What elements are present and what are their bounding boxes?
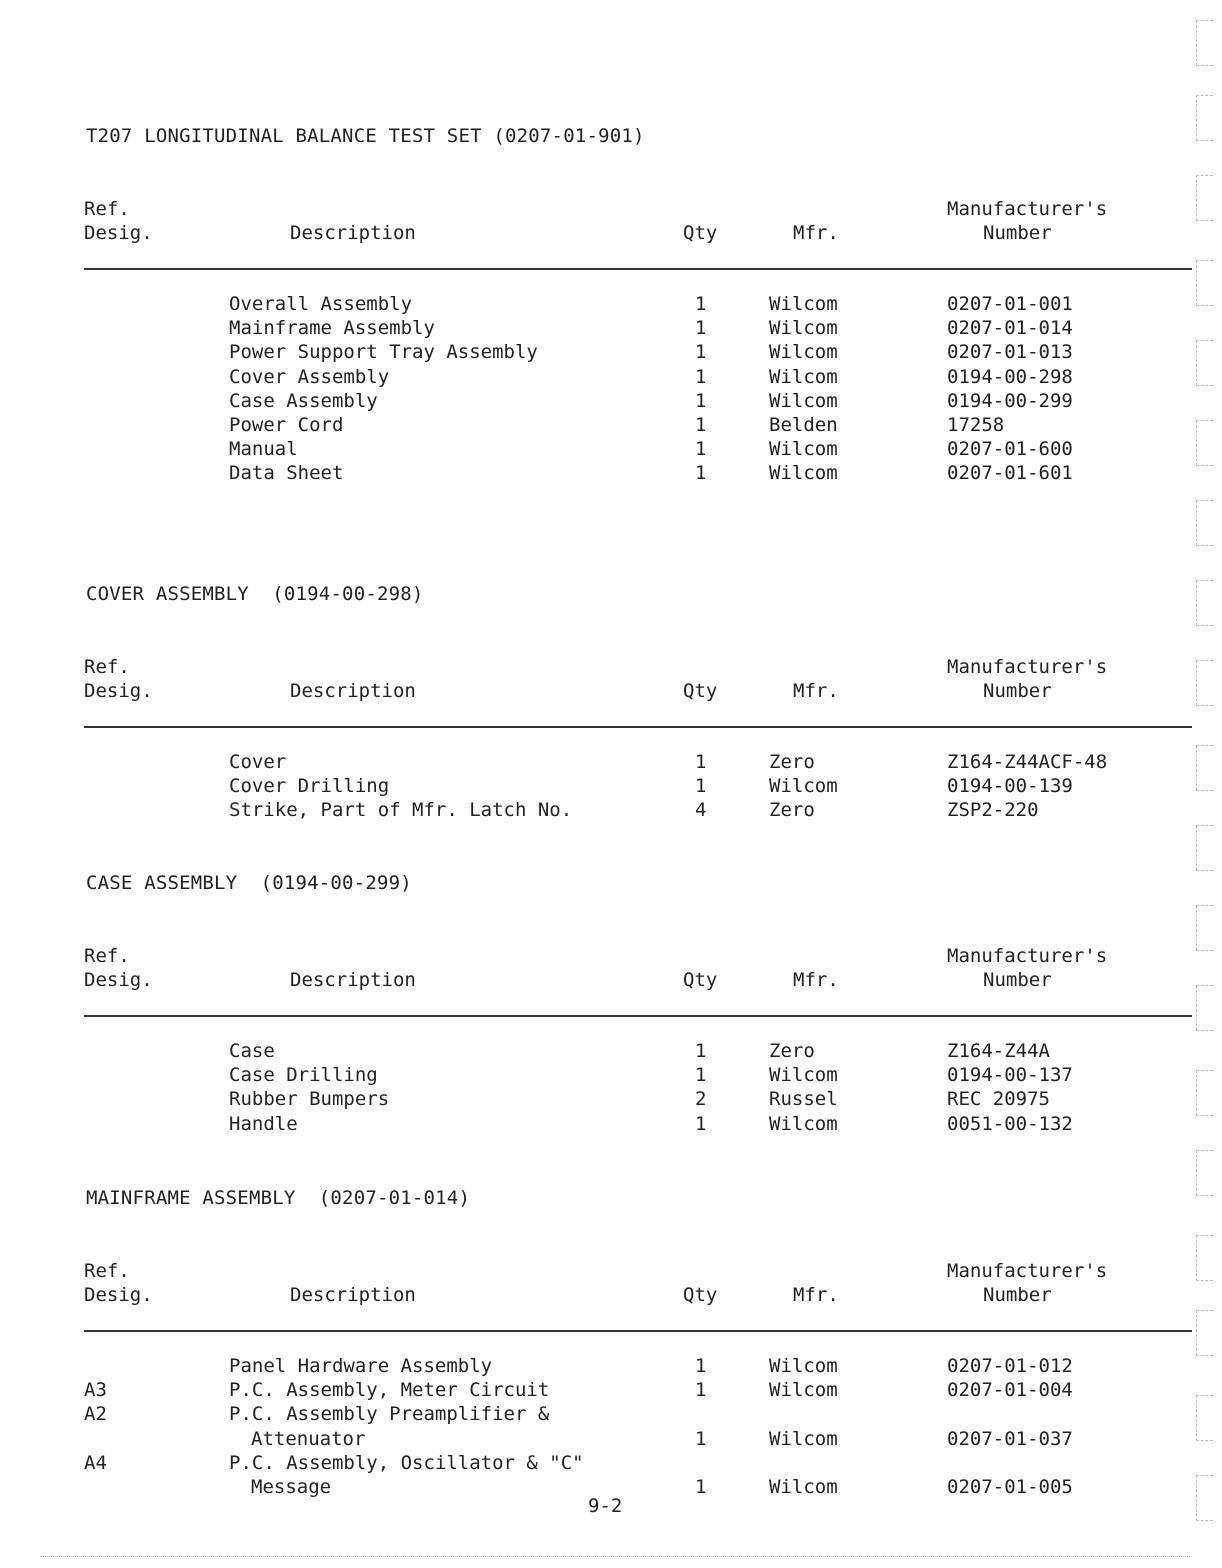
part-qty: 2 <box>695 1088 707 1111</box>
binder-hole-mark <box>1196 420 1213 466</box>
binder-hole-mark <box>1196 580 1213 626</box>
part-description: Case Drilling <box>229 1064 378 1087</box>
part-number: 0207-01-037 <box>947 1427 1073 1450</box>
binder-hole-mark <box>1196 745 1213 791</box>
header-ref-desig: Desig. <box>84 1284 153 1306</box>
binder-hole-mark <box>1196 95 1213 141</box>
header-mfr: Mfr. <box>793 680 839 702</box>
binder-hole-mark <box>1196 905 1213 951</box>
header-manufacturer-number: Number <box>983 222 1052 244</box>
part-number: 0051-00-132 <box>947 1112 1073 1135</box>
part-qty: 1 <box>695 365 707 388</box>
header-manufacturer-number: Number <box>983 1284 1052 1306</box>
scan-edge-mark <box>40 1556 1190 1557</box>
ref-designator: A3 <box>84 1379 107 1402</box>
part-description: Manual <box>229 438 298 461</box>
header-manufacturer-number: Manufacturer's <box>947 1260 1108 1282</box>
header-manufacturer-number: Number <box>983 969 1052 991</box>
part-qty: 1 <box>695 775 707 798</box>
part-number: 0207-01-600 <box>947 438 1073 461</box>
binder-hole-mark <box>1196 1235 1213 1281</box>
part-manufacturer: Zero <box>769 1040 815 1062</box>
part-qty: 1 <box>695 414 707 436</box>
header-mfr: Mfr. <box>793 222 839 244</box>
part-qty: 1 <box>695 341 707 364</box>
part-number: 0207-01-601 <box>947 462 1073 485</box>
section-title: CASE ASSEMBLY (0194-00-299) <box>86 872 412 894</box>
header-description: Description <box>290 680 416 702</box>
part-description: Case <box>229 1040 275 1062</box>
header-description: Description <box>290 1284 416 1306</box>
part-number: Z164-Z44A <box>947 1040 1050 1062</box>
part-number: 0207-01-013 <box>947 341 1073 364</box>
part-number: REC 20975 <box>947 1088 1050 1111</box>
part-manufacturer: Wilcom <box>769 365 838 388</box>
header-mfr: Mfr. <box>793 969 839 991</box>
part-manufacturer: Wilcom <box>769 1427 838 1450</box>
part-number: 0194-00-139 <box>947 775 1073 798</box>
header-manufacturer-number: Manufacturer's <box>947 656 1108 678</box>
header-ref-desig: Desig. <box>84 680 153 702</box>
part-qty: 1 <box>695 1476 707 1498</box>
binder-hole-mark <box>1196 825 1213 871</box>
header-ref-desig: Ref. <box>84 945 130 967</box>
part-number: 0207-01-001 <box>947 293 1073 315</box>
binder-hole-mark <box>1196 340 1213 386</box>
part-manufacturer: Wilcom <box>769 462 838 485</box>
part-qty: 1 <box>695 1355 707 1377</box>
part-qty: 1 <box>695 389 707 412</box>
part-manufacturer: Wilcom <box>769 341 838 364</box>
header-rule <box>84 1015 1192 1017</box>
part-number: 0194-00-137 <box>947 1064 1073 1087</box>
part-description: P.C. Assembly, Oscillator & "C" <box>229 1451 584 1474</box>
header-description: Description <box>290 222 416 244</box>
binder-hole-mark <box>1196 1395 1213 1441</box>
header-description: Description <box>290 969 416 991</box>
part-qty: 1 <box>695 293 707 315</box>
part-description: Cover Drilling <box>229 775 390 798</box>
header-ref-desig: Desig. <box>84 969 153 991</box>
part-number: 0207-01-012 <box>947 1355 1073 1377</box>
part-qty: 1 <box>695 751 707 773</box>
header-mfr: Mfr. <box>793 1284 839 1306</box>
part-qty: 1 <box>695 438 707 461</box>
part-number: ZSP2-220 <box>947 799 1039 822</box>
section-title: T207 LONGITUDINAL BALANCE TEST SET (0207-01-901) <box>86 125 645 147</box>
part-number: 0194-00-298 <box>947 365 1073 388</box>
part-number: 0207-01-014 <box>947 317 1073 340</box>
part-description: Cover <box>229 751 287 773</box>
part-manufacturer: Belden <box>769 414 838 436</box>
header-ref-desig: Ref. <box>84 656 130 678</box>
ref-designator: A2 <box>84 1403 107 1426</box>
binder-hole-mark <box>1196 20 1213 66</box>
part-description: Cover Assembly <box>229 365 390 388</box>
part-qty: 1 <box>695 1112 707 1135</box>
header-rule <box>84 726 1192 728</box>
header-ref-desig: Ref. <box>84 198 130 220</box>
header-ref-desig: Desig. <box>84 222 153 244</box>
part-manufacturer: Wilcom <box>769 1379 838 1402</box>
header-rule <box>84 268 1192 270</box>
header-ref-desig: Ref. <box>84 1260 130 1282</box>
part-manufacturer: Wilcom <box>769 389 838 412</box>
header-qty: Qty <box>683 969 718 991</box>
section-title: COVER ASSEMBLY (0194-00-298) <box>86 583 424 605</box>
binder-hole-mark <box>1196 175 1213 221</box>
part-qty: 1 <box>695 462 707 485</box>
part-number: 17258 <box>947 414 1005 436</box>
header-rule <box>84 1330 1192 1332</box>
section-title: MAINFRAME ASSEMBLY (0207-01-014) <box>86 1187 471 1209</box>
part-number: 0207-01-004 <box>947 1379 1073 1402</box>
header-qty: Qty <box>683 222 718 244</box>
part-qty: 4 <box>695 799 707 822</box>
part-description: Strike, Part of Mfr. Latch No. <box>229 799 573 822</box>
binder-hole-mark <box>1196 1475 1213 1521</box>
binder-hole-mark <box>1196 1150 1213 1196</box>
part-qty: 1 <box>695 1064 707 1087</box>
header-manufacturer-number: Number <box>983 680 1052 702</box>
part-description: Power Cord <box>229 414 344 436</box>
part-manufacturer: Wilcom <box>769 438 838 461</box>
part-description: Handle <box>229 1112 298 1135</box>
header-qty: Qty <box>683 680 718 702</box>
part-manufacturer: Russel <box>769 1088 838 1111</box>
header-manufacturer-number: Manufacturer's <box>947 198 1108 220</box>
binder-hole-mark <box>1196 985 1213 1031</box>
part-description: Rubber Bumpers <box>229 1088 390 1111</box>
part-qty: 1 <box>695 1427 707 1450</box>
binder-hole-mark <box>1196 1310 1213 1356</box>
binder-hole-mark <box>1196 1070 1213 1116</box>
part-description: Data Sheet <box>229 462 344 485</box>
part-manufacturer: Wilcom <box>769 1476 838 1498</box>
part-description: Case Assembly <box>229 389 378 412</box>
part-manufacturer: Wilcom <box>769 1064 838 1087</box>
part-qty: 1 <box>695 317 707 340</box>
part-number: 0207-01-005 <box>947 1476 1073 1498</box>
binder-hole-mark <box>1196 660 1213 706</box>
part-number: Z164-Z44ACF-48 <box>947 751 1108 773</box>
part-description: Attenuator <box>251 1427 366 1450</box>
part-description: Panel Hardware Assembly <box>229 1355 493 1377</box>
part-number: 0194-00-299 <box>947 389 1073 412</box>
part-manufacturer: Wilcom <box>769 775 838 798</box>
part-description: Power Support Tray Assembly <box>229 341 538 364</box>
header-manufacturer-number: Manufacturer's <box>947 945 1108 967</box>
part-description: P.C. Assembly, Meter Circuit <box>229 1379 550 1402</box>
part-qty: 1 <box>695 1379 707 1402</box>
part-manufacturer: Wilcom <box>769 317 838 340</box>
header-qty: Qty <box>683 1284 718 1306</box>
part-description: Mainframe Assembly <box>229 317 435 340</box>
page-number: 9-2 <box>588 1495 623 1517</box>
part-description: Overall Assembly <box>229 293 413 315</box>
part-manufacturer: Wilcom <box>769 293 838 315</box>
part-manufacturer: Zero <box>769 799 815 822</box>
part-manufacturer: Zero <box>769 751 815 773</box>
part-description: Message <box>251 1476 332 1498</box>
ref-designator: A4 <box>84 1451 107 1474</box>
binder-hole-mark <box>1196 500 1213 546</box>
binder-hole-mark <box>1196 260 1213 306</box>
part-description: P.C. Assembly Preamplifier & <box>229 1403 550 1426</box>
part-manufacturer: Wilcom <box>769 1355 838 1377</box>
part-qty: 1 <box>695 1040 707 1062</box>
part-manufacturer: Wilcom <box>769 1112 838 1135</box>
